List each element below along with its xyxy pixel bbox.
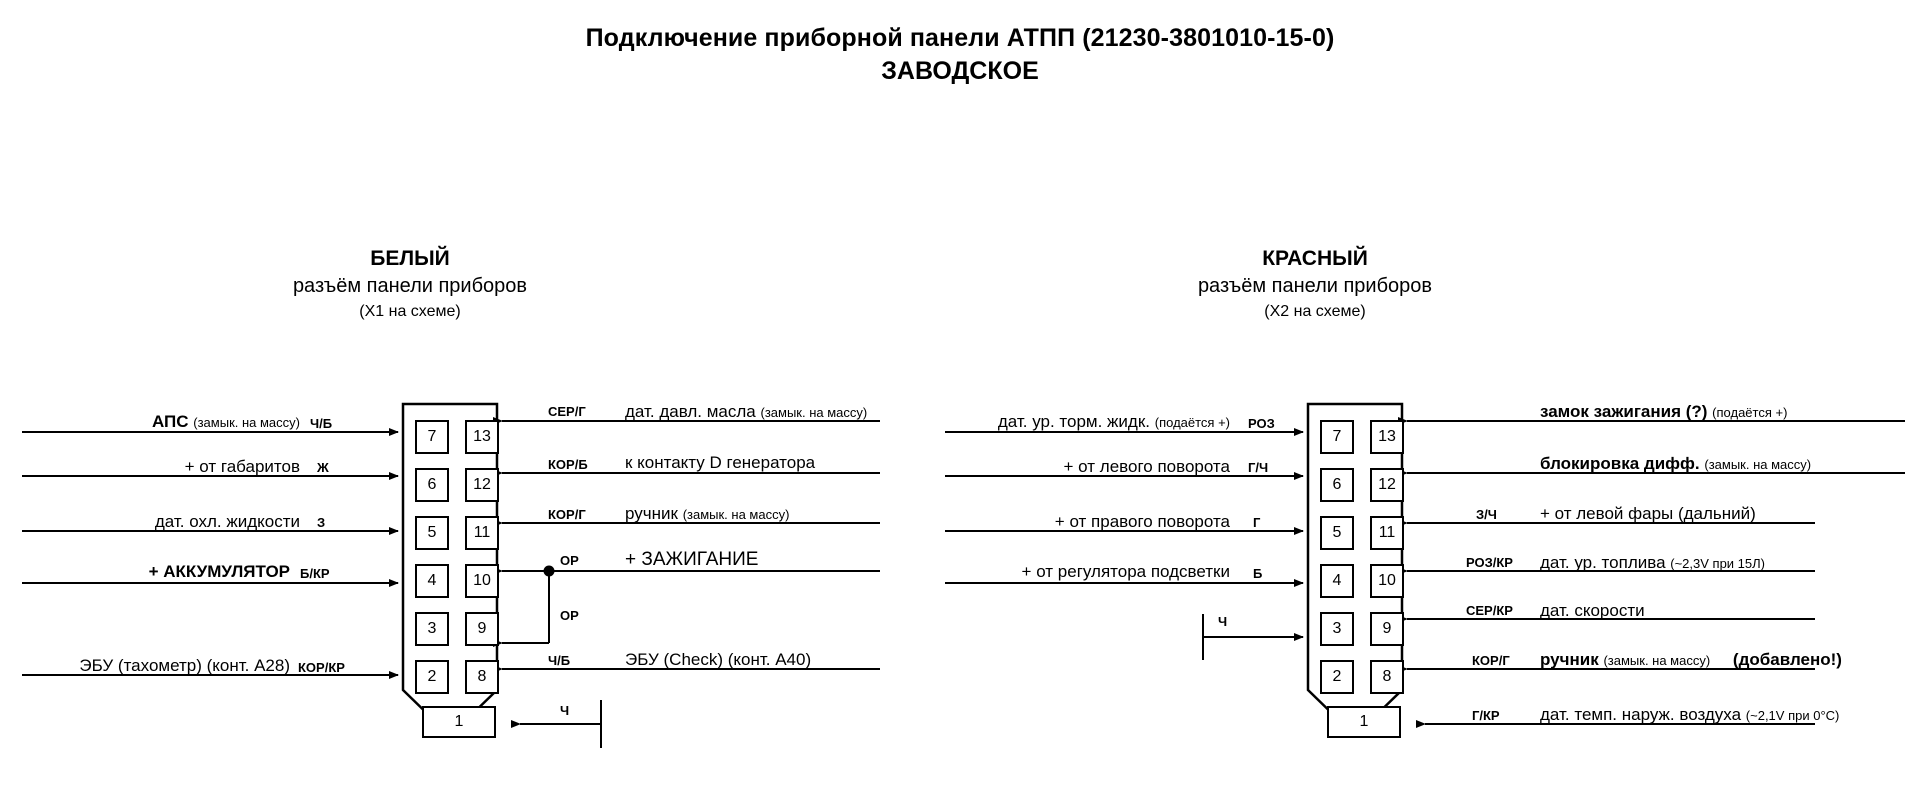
pin-red-3[interactable]: 3	[1320, 612, 1354, 646]
pin-red-4[interactable]: 4	[1320, 564, 1354, 598]
label-red-right-11	[1540, 504, 1756, 524]
wire-code-red-8: КОР/Г	[1472, 653, 1510, 668]
pin-white-5[interactable]: 5	[415, 516, 449, 550]
wire-code-red-1: Г/КР	[1472, 708, 1500, 723]
connector-name-white: БЕЛЫЙ	[370, 247, 450, 270]
label-red-left-5-text: + от правого поворота	[1054, 512, 1230, 531]
label-red-left-7-note: (подаётся +)	[1154, 415, 1230, 430]
connector-header-white	[200, 245, 620, 324]
wire-code-white-8: Ч/Б	[548, 653, 571, 668]
label-white-right-8-text: ЭБУ (Check) (конт. А40)	[625, 650, 812, 669]
pin-white-10[interactable]: 10	[465, 564, 499, 598]
label-white-left-5-text: дат. охл. жидкости	[154, 512, 300, 531]
label-white-left-5	[0, 512, 300, 532]
title-line-2: ЗАВОДСКОЕ	[881, 57, 1039, 85]
label-red-left-7	[900, 412, 1230, 433]
label-red-right-1	[1540, 705, 1839, 726]
connector-header-red	[1105, 245, 1525, 324]
wire-code-red-10: РОЗ/КР	[1466, 555, 1513, 570]
wire-code-red-4: Б	[1253, 566, 1263, 581]
pin-red-10[interactable]: 10	[1370, 564, 1404, 598]
wire-code-white-5: З	[317, 515, 326, 530]
label-white-right-11	[625, 504, 789, 525]
label-white-left-7	[0, 412, 300, 433]
pin-red-11[interactable]: 11	[1370, 516, 1404, 550]
label-red-right-11-text: + от левой фары (дальний)	[1540, 504, 1756, 523]
label-red-right-12	[1540, 454, 1811, 475]
wire-code-white-ground: Ч	[560, 703, 570, 718]
pin-red-6[interactable]: 6	[1320, 468, 1354, 502]
label-red-right-13-note: (подаётся +)	[1712, 405, 1788, 420]
label-red-left-7-text: дат. ур. торм. жидк.	[997, 412, 1151, 431]
label-red-right-12-note: (замык. на массу)	[1704, 457, 1812, 472]
label-white-left-4	[0, 562, 290, 582]
wire-code-red-7: РОЗ	[1248, 416, 1275, 431]
pin-red-2[interactable]: 2	[1320, 660, 1354, 694]
label-white-right-10-text: + ЗАЖИГАНИЕ	[625, 549, 759, 570]
wire-code-red-6: Г/Ч	[1248, 460, 1269, 475]
label-red-right-13	[1540, 402, 1787, 423]
wire-code-red-5: Г	[1253, 515, 1261, 530]
pin-white-1[interactable]: 1	[422, 706, 496, 738]
label-white-left-7-text: АПС	[151, 412, 189, 431]
pin-red-1[interactable]: 1	[1327, 706, 1401, 738]
pin-red-8[interactable]: 8	[1370, 660, 1404, 694]
label-white-left-6-text: + от габаритов	[184, 457, 300, 476]
label-red-right-13-text: замок зажигания (?)	[1540, 402, 1708, 421]
label-white-right-13-text: дат. давл. масла	[625, 402, 756, 421]
pin-white-4[interactable]: 4	[415, 564, 449, 598]
label-red-right-9-text: дат. скорости	[1540, 601, 1645, 620]
label-red-left-5	[900, 512, 1230, 532]
label-red-right-10-text: дат. ур. топлива	[1540, 553, 1666, 572]
wire-code-red-11: З/Ч	[1476, 507, 1497, 522]
connector-red[interactable]	[1308, 404, 1420, 730]
pin-white-2[interactable]: 2	[415, 660, 449, 694]
pin-red-9[interactable]: 9	[1370, 612, 1404, 646]
label-white-right-11-text: ручник	[625, 504, 678, 523]
pin-white-8[interactable]: 8	[465, 660, 499, 694]
wire-code-white-11: КОР/Г	[548, 507, 586, 522]
pin-red-13[interactable]: 13	[1370, 420, 1404, 454]
label-white-right-12	[625, 453, 815, 473]
label-white-right-8	[625, 650, 811, 670]
label-red-right-9	[1540, 601, 1645, 621]
pin-red-7[interactable]: 7	[1320, 420, 1354, 454]
label-white-left-2	[0, 656, 290, 676]
label-red-right-1-text: дат. темп. наруж. воздуха	[1540, 705, 1742, 724]
connector-schematic-white: (Х1 на схеме)	[359, 303, 461, 320]
wire-code-white-12: КОР/Б	[548, 457, 588, 472]
label-white-right-12-text: к контакту D генератора	[625, 453, 816, 472]
wire-code-white-6: Ж	[317, 460, 329, 475]
pin-white-11[interactable]: 11	[465, 516, 499, 550]
connector-subtitle-red: разъём панели приборов	[1197, 275, 1433, 297]
pin-white-3[interactable]: 3	[415, 612, 449, 646]
label-white-right-13	[625, 402, 867, 423]
label-white-left-2-text: ЭБУ (тахометр) (конт. А28)	[79, 656, 290, 675]
wire-code-white-13: СЕР/Г	[548, 404, 586, 419]
page-title	[0, 22, 1920, 88]
pin-white-6[interactable]: 6	[415, 468, 449, 502]
title-line-1: Подключение приборной панели АТПП (21230-3801010-15-0)	[585, 24, 1335, 52]
wire-code-white-4: Б/КР	[300, 566, 330, 581]
pin-white-9[interactable]: 9	[465, 612, 499, 646]
connector-white[interactable]	[403, 404, 515, 730]
pin-white-13[interactable]: 13	[465, 420, 499, 454]
label-red-left-6-text: + от левого поворота	[1063, 457, 1230, 476]
pin-white-7[interactable]: 7	[415, 420, 449, 454]
wire-code-white-9: ОР	[560, 608, 579, 623]
label-red-right-10-note: (~2,3V при 15Л)	[1670, 556, 1766, 571]
label-red-left-4	[900, 562, 1230, 582]
label-white-left-7-note: (замык. на массу)	[193, 415, 300, 430]
label-white-left-4-text: + АККУМУЛЯТОР	[148, 562, 290, 581]
wire-code-white-2: КОР/КР	[298, 660, 345, 675]
connector-subtitle-white: разъём панели приборов	[292, 275, 528, 297]
label-red-right-10	[1540, 553, 1765, 574]
wire-code-red-3: Ч	[1218, 614, 1228, 629]
wire-code-red-9: СЕР/КР	[1466, 603, 1513, 618]
label-red-right-8-extra: (добавлено!)	[1732, 650, 1842, 669]
label-red-right-8-text: ручник	[1540, 650, 1599, 669]
pin-red-5[interactable]: 5	[1320, 516, 1354, 550]
label-red-left-4-text: + от регулятора подсветки	[1021, 562, 1230, 581]
label-red-left-6	[900, 457, 1230, 477]
pin-white-12[interactable]: 12	[465, 468, 499, 502]
label-white-right-13-note: (замык. на массу)	[760, 405, 868, 420]
wire-code-white-7: Ч/Б	[310, 416, 333, 431]
label-white-left-6	[0, 457, 300, 477]
label-white-right-10	[625, 550, 758, 570]
label-red-right-1-note: (~2,1V при 0°С)	[1745, 708, 1840, 723]
label-red-right-12-text: блокировка дифф.	[1540, 454, 1700, 473]
label-red-right-8-note: (замык. на массу)	[1603, 653, 1711, 668]
wire-code-white-10: ОР	[560, 553, 579, 568]
pin-red-12[interactable]: 12	[1370, 468, 1404, 502]
label-red-right-8	[1540, 650, 1842, 671]
connector-name-red: КРАСНЫЙ	[1262, 247, 1368, 270]
label-white-right-11-note: (замык. на массу)	[682, 507, 790, 522]
connector-schematic-red: (Х2 на схеме)	[1264, 303, 1366, 320]
